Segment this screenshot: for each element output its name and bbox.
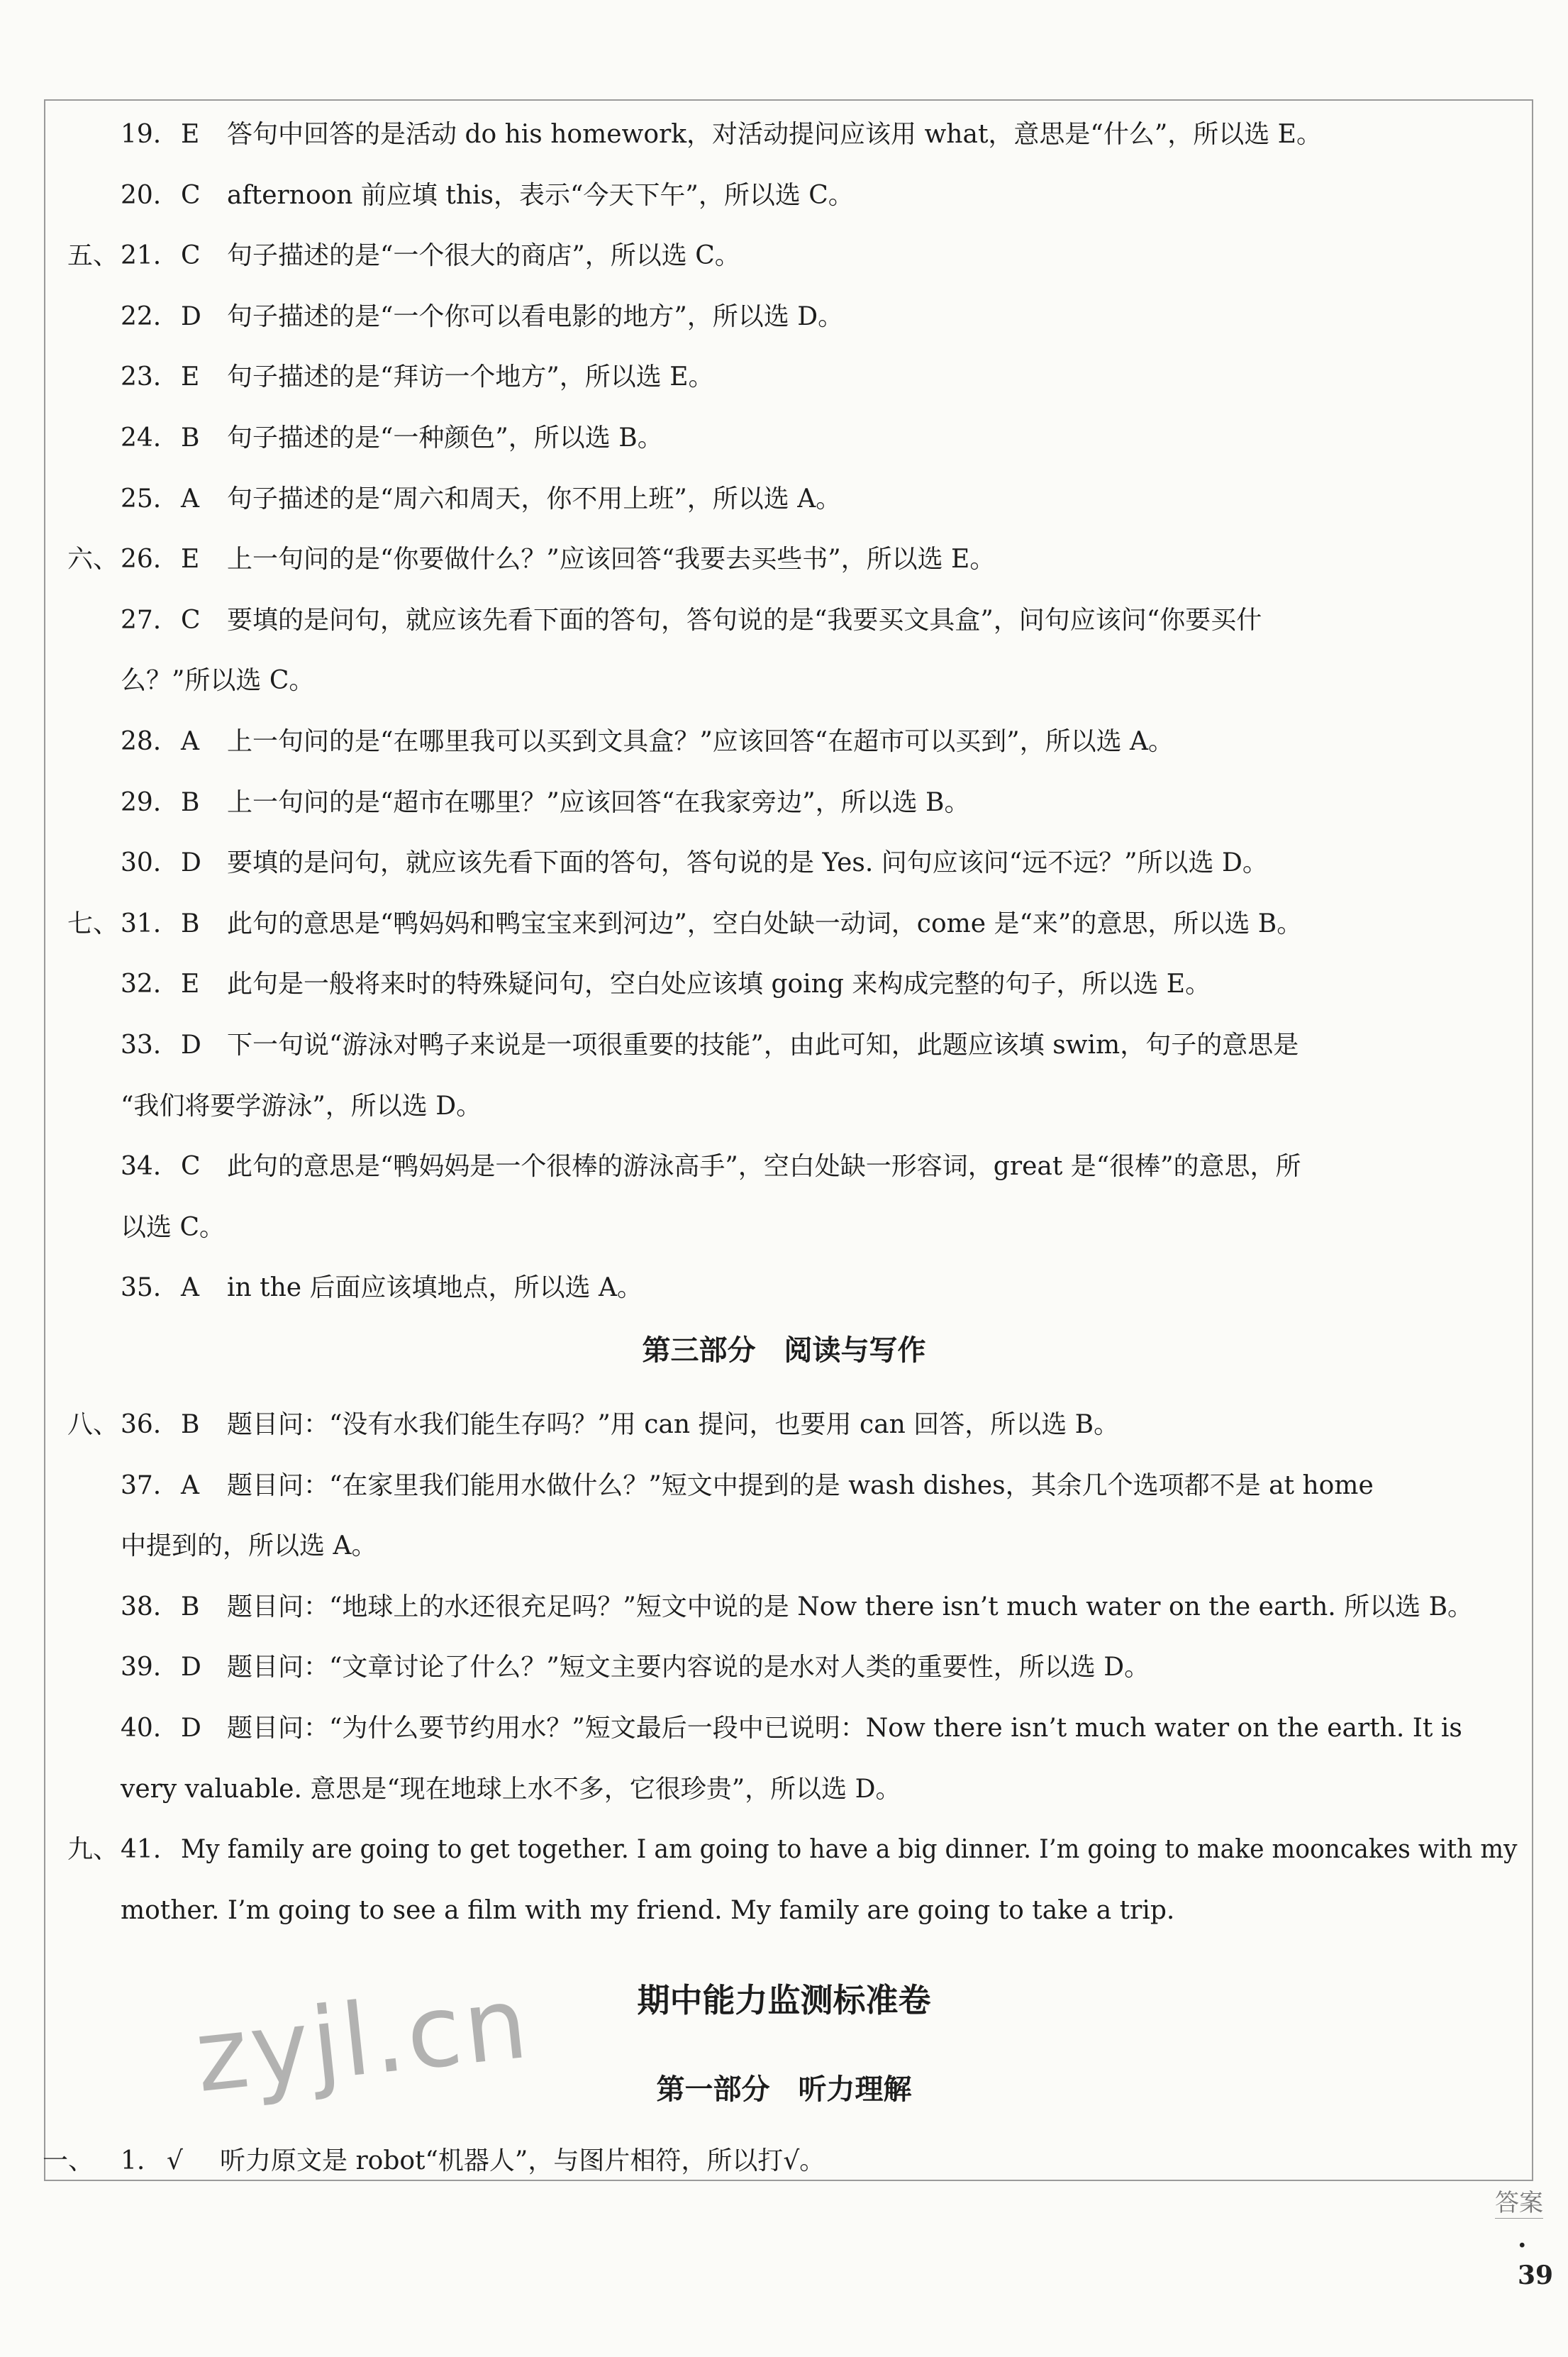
answer-explanation: 上一句问的是“超市在哪里？”应该回答“在我家旁边”，所以选 B。 xyxy=(227,787,970,817)
answer-explanation: 题目问：“没有水我们能生存吗？”用 can 提问，也要用 can 回答，所以选 B。 xyxy=(227,1410,1120,1439)
answer-explanation: mother. I’m going to see a film with my friend. My family are going to take a trip. xyxy=(121,1895,1175,1925)
answer-letter: A xyxy=(181,727,199,756)
answer-mark: √ xyxy=(167,2146,183,2175)
answer-letter: C xyxy=(181,180,201,210)
question-number: 32. xyxy=(121,970,162,999)
answer-letter: C xyxy=(181,605,201,635)
answer-explanation: 句子描述的是“一个很大的商店”，所以选 C。 xyxy=(227,241,740,271)
answer-explanation: 要填的是问句，就应该先看下面的答句，答句说的是 Yes. 问句应该问“远不远？”所以选 D。 xyxy=(227,848,1268,878)
watermark-logo: zyjl.cn xyxy=(190,1965,535,2116)
question-number: 35. xyxy=(121,1273,162,1303)
section-number: 六、 xyxy=(67,545,119,575)
section-number: 七、 xyxy=(67,909,119,938)
question-number: 37. xyxy=(121,1470,162,1500)
answer-letter: B xyxy=(181,787,200,817)
question-number: 19. xyxy=(121,120,162,149)
answer-explanation: 么？”所以选 C。 xyxy=(121,666,315,696)
section1-heading: 第一部分 听力理解 xyxy=(656,2073,912,2106)
answer-letter: B xyxy=(181,1592,200,1621)
question-number: 24. xyxy=(121,423,162,453)
section-number: 五、 xyxy=(67,241,119,271)
answer-letter: A xyxy=(181,1273,199,1303)
answer-explanation: 答句中回答的是活动 do his homework，对活动提问应该用 what，意思是“什么”，所以选 E。 xyxy=(227,120,1322,149)
answer-letter: E xyxy=(181,970,200,999)
question-number: 41. xyxy=(121,1835,162,1865)
answer-explanation: afternoon 前应填 this，表示“今天下午”，所以选 C。 xyxy=(227,180,854,210)
question-number: 28. xyxy=(121,727,162,756)
question-number: 29. xyxy=(121,787,162,817)
exam-title: 期中能力监测标准卷 xyxy=(637,1981,931,2019)
section-number: 八、 xyxy=(67,1410,119,1439)
section-number: 九、 xyxy=(67,1835,119,1865)
answer-explanation: 题目问：“在家里我们能用水做什么？”短文中提到的是 wash dishes，其余几个选项都不是 at home xyxy=(227,1470,1374,1500)
question-number: 33. xyxy=(121,1031,162,1060)
answer-explanation: My family are going to get together. I am going to have a big dinner. I’m going to make mooncakes with my xyxy=(181,1835,1518,1865)
answer-explanation: 题目问：“地球上的水还很充足吗？”短文中说的是 Now there isn’t much water on the earth. 所以选 B。 xyxy=(227,1592,1474,1621)
question-number: 38. xyxy=(121,1592,162,1621)
answer-letter: C xyxy=(181,1152,201,1182)
answer-explanation: 要填的是问句，就应该先看下面的答句，答句说的是“我要买文具盒”，问句应该问“你要买什 xyxy=(227,605,1262,635)
answer-explanation: 下一句说“游泳对鸭子来说是一项很重要的技能”，由此可知，此题应该填 swim，句子的意思是 xyxy=(227,1031,1299,1060)
answer-explanation: 题目问：“为什么要节约用水？”短文最后一段中已说明：Now there isn’t much water on the earth. It is xyxy=(227,1714,1462,1743)
answer-explanation: 句子描述的是“拜访一个地方”，所以选 E。 xyxy=(227,362,714,392)
question-number: 27. xyxy=(121,605,162,635)
answer-letter: A xyxy=(181,1470,199,1500)
question-number: 1. xyxy=(121,2146,145,2175)
answer-explanation: very valuable. 意思是“现在地球上水不多，它很珍贵”，所以选 D。 xyxy=(121,1774,901,1804)
answer-explanation: 句子描述的是“周六和周天，你不用上班”，所以选 A。 xyxy=(227,484,842,514)
answer-explanation: 题目问：“文章讨论了什么？”短文主要内容说的是水对人类的重要性，所以选 D。 xyxy=(227,1653,1150,1682)
answer-frame xyxy=(44,99,1533,2181)
answer-explanation: in the 后面应该填地点，所以选 A。 xyxy=(227,1273,643,1303)
answer-explanation: 听力原文是 robot“机器人”，与图片相符，所以打√。 xyxy=(220,2146,825,2175)
answer-explanation: 此句的意思是“鸭妈妈是一个很棒的游泳高手”，空白处缺一形容词，great 是“很棒”的意思，所 xyxy=(227,1152,1301,1182)
answer-letter: C xyxy=(181,241,201,271)
answer-letter: E xyxy=(181,362,200,392)
answer-letter: A xyxy=(181,484,199,514)
section-number: 一、 xyxy=(43,2146,94,2175)
question-number: 23. xyxy=(121,362,162,392)
section3-heading: 第三部分 阅读与写作 xyxy=(642,1334,926,1367)
question-number: 25. xyxy=(121,484,162,514)
answer-letter: E xyxy=(181,120,200,149)
answer-explanation: 此句的意思是“鸭妈妈和鸭宝宝来到河边”，空白处缺一动词，come 是“来”的意思，所以选 B。 xyxy=(227,909,1303,938)
answer-letter: D xyxy=(181,1714,201,1743)
answer-explanation: 上一句问的是“在哪里我可以买到文具盒？”应该回答“在超市可以买到”，所以选 A。 xyxy=(227,727,1174,756)
answer-explanation: 此句是一般将来时的特殊疑问句，空白处应该填 going 来构成完整的句子，所以选 E。 xyxy=(227,970,1211,999)
page-number: · 39 xyxy=(1518,2231,1554,2290)
question-number: 34. xyxy=(121,1152,162,1182)
question-number: 36. xyxy=(121,1410,162,1439)
answer-explanation: 句子描述的是“一个你可以看电影的地方”，所以选 D。 xyxy=(227,301,844,331)
answer-letter: B xyxy=(181,909,200,938)
question-number: 39. xyxy=(121,1653,162,1682)
answer-letter: D xyxy=(181,848,201,878)
question-number: 21. xyxy=(121,241,162,271)
question-number: 30. xyxy=(121,848,162,878)
question-number: 31. xyxy=(121,909,162,938)
answer-letter: B xyxy=(181,1410,200,1439)
answer-letter: D xyxy=(181,1031,201,1060)
answer-explanation: “我们将要学游泳”，所以选 D。 xyxy=(121,1091,482,1121)
answer-explanation: 上一句问的是“你要做什么？”应该回答“我要去买些书”，所以选 E。 xyxy=(227,545,996,575)
answer-explanation: 以选 C。 xyxy=(121,1212,225,1242)
page-label: 答案 xyxy=(1495,2183,1543,2219)
answer-letter: D xyxy=(181,1653,201,1682)
answer-letter: E xyxy=(181,545,200,575)
question-number: 26. xyxy=(121,545,162,575)
question-number: 20. xyxy=(121,180,162,210)
answer-explanation: 句子描述的是“一种颜色”，所以选 B。 xyxy=(227,423,663,453)
question-number: 22. xyxy=(121,301,162,331)
answer-letter: B xyxy=(181,423,200,453)
question-number: 40. xyxy=(121,1714,162,1743)
answer-letter: D xyxy=(181,301,201,331)
answer-explanation: 中提到的，所以选 A。 xyxy=(121,1531,377,1561)
